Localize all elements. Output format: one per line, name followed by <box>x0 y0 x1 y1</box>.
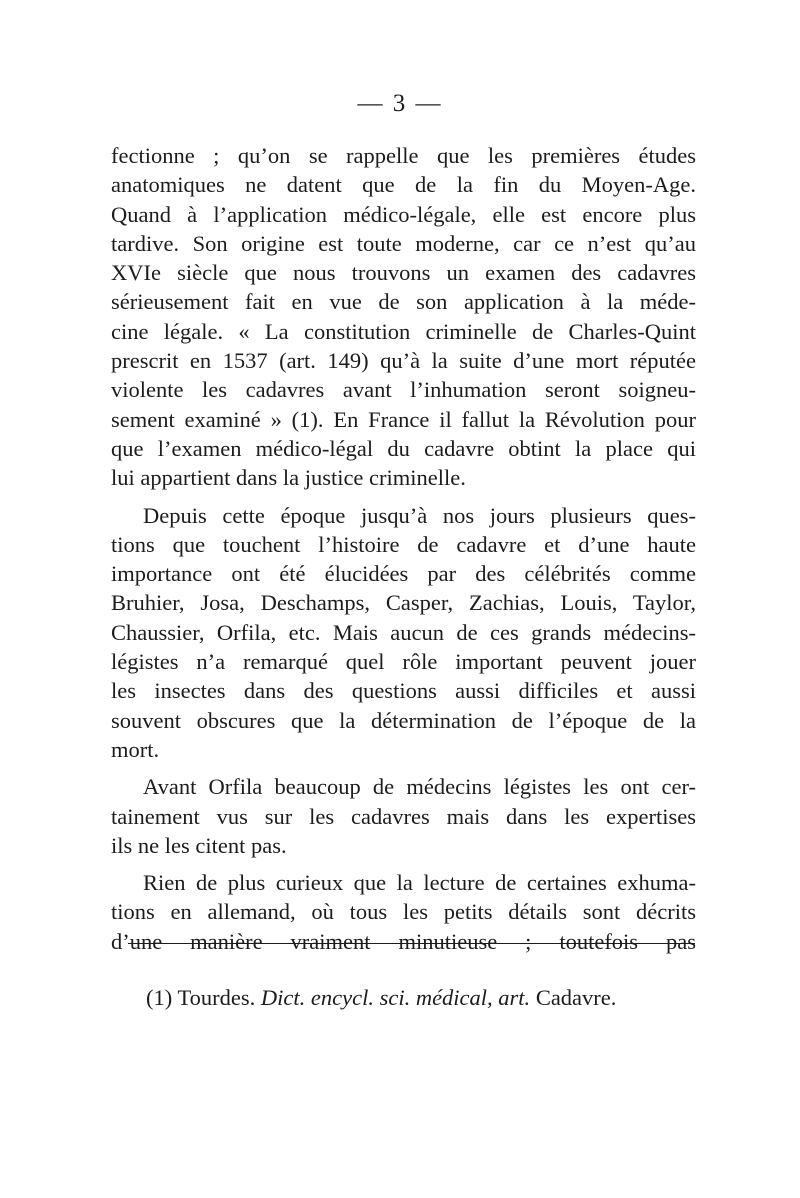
text-line: Avant Orfila beaucoup de médecins légistes les ont cer- <box>143 774 696 800</box>
text-line: sement examiné » (1). En France il fallut la Révolution pour <box>111 406 696 432</box>
paragraph-3 <box>111 772 696 860</box>
text-line: cine légale. « La constitution criminelle de Charles-Quint <box>111 318 696 344</box>
text-line: lui appartient dans la justice criminelle. <box>111 465 466 491</box>
text-line: que l’examen médico-légal du cadavre obtint la place qui <box>111 435 696 461</box>
text-line: d’une manière vraiment minutieuse ; toutefois pas <box>111 928 696 954</box>
text-line: tainement vus sur les cadavres mais dans les expertises <box>111 803 696 829</box>
paragraph-1 <box>111 141 696 493</box>
text-line: XVIe siècle que nous trouvons un examen des cadavres <box>111 260 696 286</box>
text-line: Rien de plus curieux que la lecture de certaines exhuma- <box>143 870 696 896</box>
text-line: sérieusement fait en vue de son application à la méde- <box>111 289 696 315</box>
text-line: violente les cadavres avant l’inhumation seront soigneu- <box>111 377 696 403</box>
text-line: importance ont été élucidées par des célébrités comme <box>111 561 696 587</box>
text-line: tions que touchent l’histoire de cadavre et d’une haute <box>111 531 696 557</box>
text-line: Bruhier, Josa, Deschamps, Casper, Zachias, Louis, Taylor, <box>111 590 696 616</box>
text-line: Quand à l’application médico-légale, elle est encore plus <box>111 201 696 227</box>
text-line: souvent obscures que la détermination de l’époque de la <box>111 707 696 733</box>
paragraph-2 <box>111 501 696 765</box>
footnote-entry: Cadavre. <box>535 985 617 1010</box>
text-line: ils ne les citent pas. <box>111 832 287 858</box>
text-line: légistes n’a remarqué quel rôle important peuvent jouer <box>111 649 696 675</box>
text-line: tions en allemand, où tous les petits détails sont décrits <box>111 899 696 925</box>
text-line: Depuis cette époque jusqu’à nos jours plusieurs ques- <box>143 502 696 528</box>
page-number: — 3 — <box>357 90 443 117</box>
text-line: anatomiques ne datent que de la fin du Moyen-Age. <box>111 172 696 198</box>
footnote-separator-rule <box>128 943 695 944</box>
text-line: mort. <box>111 736 160 762</box>
text-line: tardive. Son origine est toute moderne, car ce n’est qu’au <box>111 230 696 256</box>
footnote <box>146 983 616 1012</box>
text-line: Chaussier, Orfila, etc. Mais aucun de ces grands médecins- <box>111 619 696 645</box>
footnote-source: Dict. encycl. sci. médical, art. <box>260 985 531 1010</box>
text-line: les insectes dans des questions aussi difficiles et aussi <box>111 678 696 704</box>
body-text <box>111 141 696 956</box>
text-line: prescrit en 1537 (art. 149) qu’à la suite d’une mort réputée <box>111 348 696 374</box>
footnote-marker: (1) <box>146 985 173 1010</box>
text-line: fectionne ; qu’on se rappelle que les premières études <box>111 143 696 168</box>
footnote-author: Tourdes. <box>177 985 256 1010</box>
